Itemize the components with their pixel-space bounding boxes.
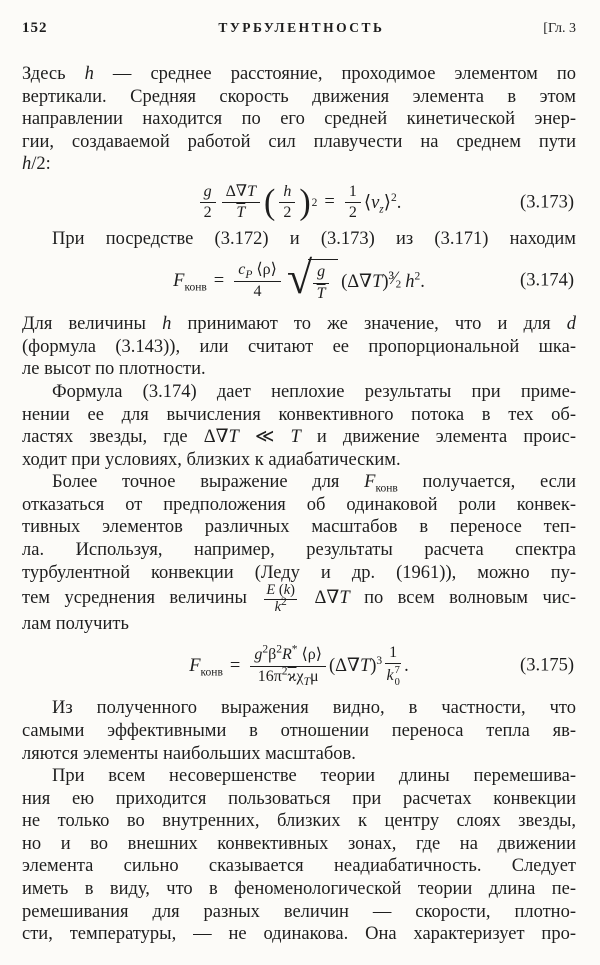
text-run: ⟩ (383, 192, 391, 213)
text-run: 2 (262, 643, 269, 656)
paragraph-7 (22, 765, 576, 946)
text-line (22, 697, 576, 720)
text-run: но и во внешних конвективных зонах, где на движении (22, 833, 576, 854)
text-line (22, 86, 576, 109)
text-run-group (386, 667, 393, 684)
text-run: h (283, 182, 292, 200)
sub-sup-stack (395, 665, 400, 688)
fraction (345, 183, 361, 223)
text-run: конв (375, 482, 398, 495)
text-run: При посредстве (3.172) и (3.173) из (3.171) находим (52, 228, 576, 249)
text-run: v (371, 192, 380, 213)
subscript: 0 (394, 676, 400, 688)
paragraph-5 (22, 471, 576, 636)
equation-tail (341, 269, 425, 293)
equation-mid (329, 655, 382, 677)
text-run: ⟨ρ⟩ (252, 261, 277, 279)
text-run: направлении находится по его средней кинетической энер- (22, 109, 576, 130)
equation-lhs (173, 271, 207, 292)
formula-3-175 (22, 644, 576, 688)
text-run: $\overline{ϰ}$ (287, 667, 297, 685)
text-line (22, 426, 576, 449)
text-run: h (162, 314, 172, 335)
text-run: 2 (281, 595, 287, 608)
text-line (22, 358, 576, 381)
inline-fraction (264, 583, 297, 616)
text-run: (Δ∇ (341, 272, 373, 293)
text-run: h (84, 64, 94, 84)
text-line (22, 833, 576, 856)
text-run: μ (310, 667, 319, 685)
text-line (22, 855, 576, 878)
text-run: β (268, 646, 277, 664)
equation-body (173, 252, 425, 304)
text-run: тивных элементов различных масштабов в переносе теп- (22, 517, 576, 538)
text-run: При всем несовершенстве теории длины перемешива- (52, 766, 576, 787)
text-run: лам получить (22, 614, 129, 635)
text-run: Δ∇ (314, 588, 340, 609)
text-line (22, 901, 576, 924)
text-run: 2 (203, 204, 212, 222)
text-run: ) (370, 656, 377, 677)
text-line (22, 878, 576, 901)
text-run: (Δ∇ (328, 656, 360, 677)
text-run: конв (184, 281, 207, 294)
text-run: d (566, 314, 576, 335)
text-run: 2 (283, 204, 292, 222)
text-run: Более точное выражение для (52, 472, 365, 493)
text-run: ⟨ (363, 192, 372, 213)
fraction (313, 263, 329, 303)
page-number: 152 (22, 20, 48, 36)
text-run: ремешивания для разных величин — скорости, плотно- (22, 901, 576, 922)
text-line (22, 449, 576, 472)
text-run: 2 (414, 270, 421, 283)
fraction (279, 183, 295, 223)
text-run: . (396, 192, 402, 213)
text-line (22, 743, 576, 766)
text-run: ния ею приходится пользоваться при расчетах конвекции (22, 788, 576, 809)
text-run: не только во внутренних, близких к центру слоях звезды, (22, 811, 576, 832)
text-run: иметь в виду, что в феноменологической теории длина пе- (22, 879, 576, 900)
text-run: T (339, 588, 350, 609)
text-run: получается, если (397, 472, 576, 493)
text-run: T (228, 427, 239, 448)
text-run: ⟨ρ⟩ (297, 646, 322, 664)
text-run: 1 (348, 182, 357, 200)
text-run: элемента сильно сказывается неадиабатичность. Следует (22, 856, 576, 877)
text-line (22, 381, 576, 404)
text-line (22, 539, 576, 562)
text-run: ) (382, 272, 389, 293)
text-run: 1 (389, 643, 398, 661)
paragraph-4 (22, 381, 576, 471)
equation-tail (364, 192, 402, 214)
text-run: 16π (257, 667, 282, 685)
text-line (22, 765, 576, 788)
text-run: ( (275, 581, 284, 598)
text-run: * (291, 643, 298, 656)
equation-body (189, 644, 409, 688)
text-line (22, 788, 576, 811)
text-run: E (266, 581, 276, 598)
equation-lhs (189, 656, 223, 677)
text-line (22, 404, 576, 427)
text-run: ла. Используя, например, результаты расчета спектра (22, 540, 576, 561)
left-paren: ( (264, 182, 276, 222)
equation-body: $\frac{g}{2}$ $\frac{\Delta\nabla T}{T}$ ( $\frac{h}{2}$ ) 2 = $\frac{1}{2}$ $⟨v_z⟩^2$. (197, 183, 402, 223)
text-run-group (314, 588, 576, 608)
text-line (22, 923, 576, 946)
text-run: k (283, 581, 291, 598)
text-run: F (189, 655, 201, 676)
text-line (22, 471, 576, 494)
text-run: турбулентной конвекции (Леду и др. (1961)), можно пу- (22, 562, 576, 583)
text-run: R (281, 646, 292, 664)
text-run: тем усреднения величины (22, 588, 247, 609)
paragraph-1 (22, 63, 576, 176)
text-run: ходит при условиях, близких к адиабатическим. (22, 449, 401, 470)
text-run: Для величины (22, 314, 163, 335)
text-line (22, 313, 576, 336)
text-run: 3 (376, 654, 383, 667)
text-run: 2 (281, 665, 288, 678)
text-run: принимают то же значение, что и для (171, 314, 567, 335)
text-run: P (245, 269, 253, 282)
text-line (22, 516, 576, 539)
text-run: ляются элементы наибольших масштабов. (22, 743, 356, 764)
text-run: ле высот по плотности. (22, 359, 206, 380)
text-run: Здесь (22, 64, 85, 84)
text-run: h (405, 272, 415, 293)
text-run: отказаться от предположения об одинаковой роли конвек- (22, 494, 576, 515)
text-run: — среднее расстояние, проходимое элементом по (93, 64, 576, 84)
text-run: g (203, 182, 212, 200)
text-run: сти, температуры, — не одинакова. Она характеризует про- (22, 924, 576, 945)
text-run: T (316, 284, 326, 302)
text-line (22, 63, 576, 86)
equals-sign: = (229, 655, 241, 676)
text-line-with-fraction (22, 581, 577, 615)
radical-sign: √ (286, 252, 313, 304)
paragraph-2 (22, 228, 576, 251)
text-run: 2 (348, 204, 357, 222)
fraction (250, 643, 326, 688)
text-run: . (420, 272, 425, 293)
text-run: 2 (390, 191, 397, 204)
text-run: и движение элемента проис- (300, 427, 576, 448)
fraction (222, 183, 260, 223)
text-run: h (22, 154, 32, 175)
text-run: T (290, 427, 301, 448)
text-run: Δ∇ (225, 182, 248, 200)
text-run: 2 (276, 643, 282, 656)
text-run: χ (296, 667, 304, 685)
equals-sign: = (213, 270, 225, 291)
equation-number: (3.174) (520, 270, 574, 291)
text-run: T (359, 656, 371, 677)
text-run: T (372, 272, 383, 293)
text-run: T (247, 182, 256, 200)
text-run: самыми эффективными в отношении переноса тепла яв- (22, 720, 576, 741)
text-run: конв (200, 666, 223, 679)
text-line (22, 153, 576, 176)
equation-number: (3.175) (520, 655, 574, 676)
text-line (22, 131, 576, 154)
text-line (22, 720, 576, 743)
text-run: (формула (3.143)), или считают ее пропорциональной шка- (22, 336, 576, 357)
equation-number: (3.173) (520, 192, 574, 213)
text-line (22, 336, 576, 359)
text-run: ≪ (238, 427, 291, 448)
text-line (22, 613, 576, 636)
text-run: нении ее для вычисления конвективного потока в тех об- (22, 404, 576, 425)
running-title: ТУРБУЛЕНТНОСТЬ (218, 20, 385, 35)
text-run: g (317, 263, 326, 281)
text-run: T (236, 204, 246, 222)
page-header (22, 20, 576, 37)
equation-tail (404, 656, 409, 677)
text-run: T (303, 675, 310, 688)
text-run: гии, создаваемой работой сил плавучести на среднем пути (22, 131, 576, 152)
equals-sign: = (324, 192, 335, 213)
text-line (22, 228, 576, 251)
text-run: c (238, 261, 246, 279)
formula-3-173 (22, 183, 576, 223)
fraction (200, 183, 216, 223)
text-run: F (364, 472, 376, 493)
text-run: . (404, 655, 409, 676)
text-line (22, 810, 576, 833)
text-run: Из полученного выражения видно, в частности, что (52, 698, 576, 719)
text-run: k (386, 667, 394, 685)
text-run: k (274, 598, 282, 615)
fraction (234, 261, 281, 301)
text-run-group (22, 588, 247, 608)
superscript: 7 (394, 665, 400, 677)
text-run: ) (290, 581, 296, 598)
text-run: z (379, 203, 384, 216)
fraction (385, 644, 401, 688)
text-run: /2: (31, 154, 51, 175)
text-run: Формула (3.174) дает неплохие результаты при приме- (52, 381, 576, 402)
text-line (22, 108, 576, 131)
paragraph-6 (22, 697, 576, 765)
radical (286, 252, 338, 304)
formula-3-174 (22, 252, 576, 304)
paragraph-3 (22, 313, 576, 381)
text-run: g (254, 646, 263, 664)
text-line (22, 562, 576, 585)
text-line (22, 494, 576, 517)
text-run: ластях звезды, где Δ∇ (22, 427, 229, 448)
text-run: 4 (253, 282, 262, 300)
text-run: по всем волновым чис- (349, 588, 577, 609)
radicand (308, 259, 338, 303)
text-run: вертикали. Средняя скорость движения элемента в этом (22, 86, 576, 107)
text-run: F (173, 270, 185, 291)
chapter-ref: [Гл. 3 (543, 21, 576, 36)
right-paren: ) (299, 182, 311, 222)
text-run: ³⁄₂ (388, 269, 401, 290)
